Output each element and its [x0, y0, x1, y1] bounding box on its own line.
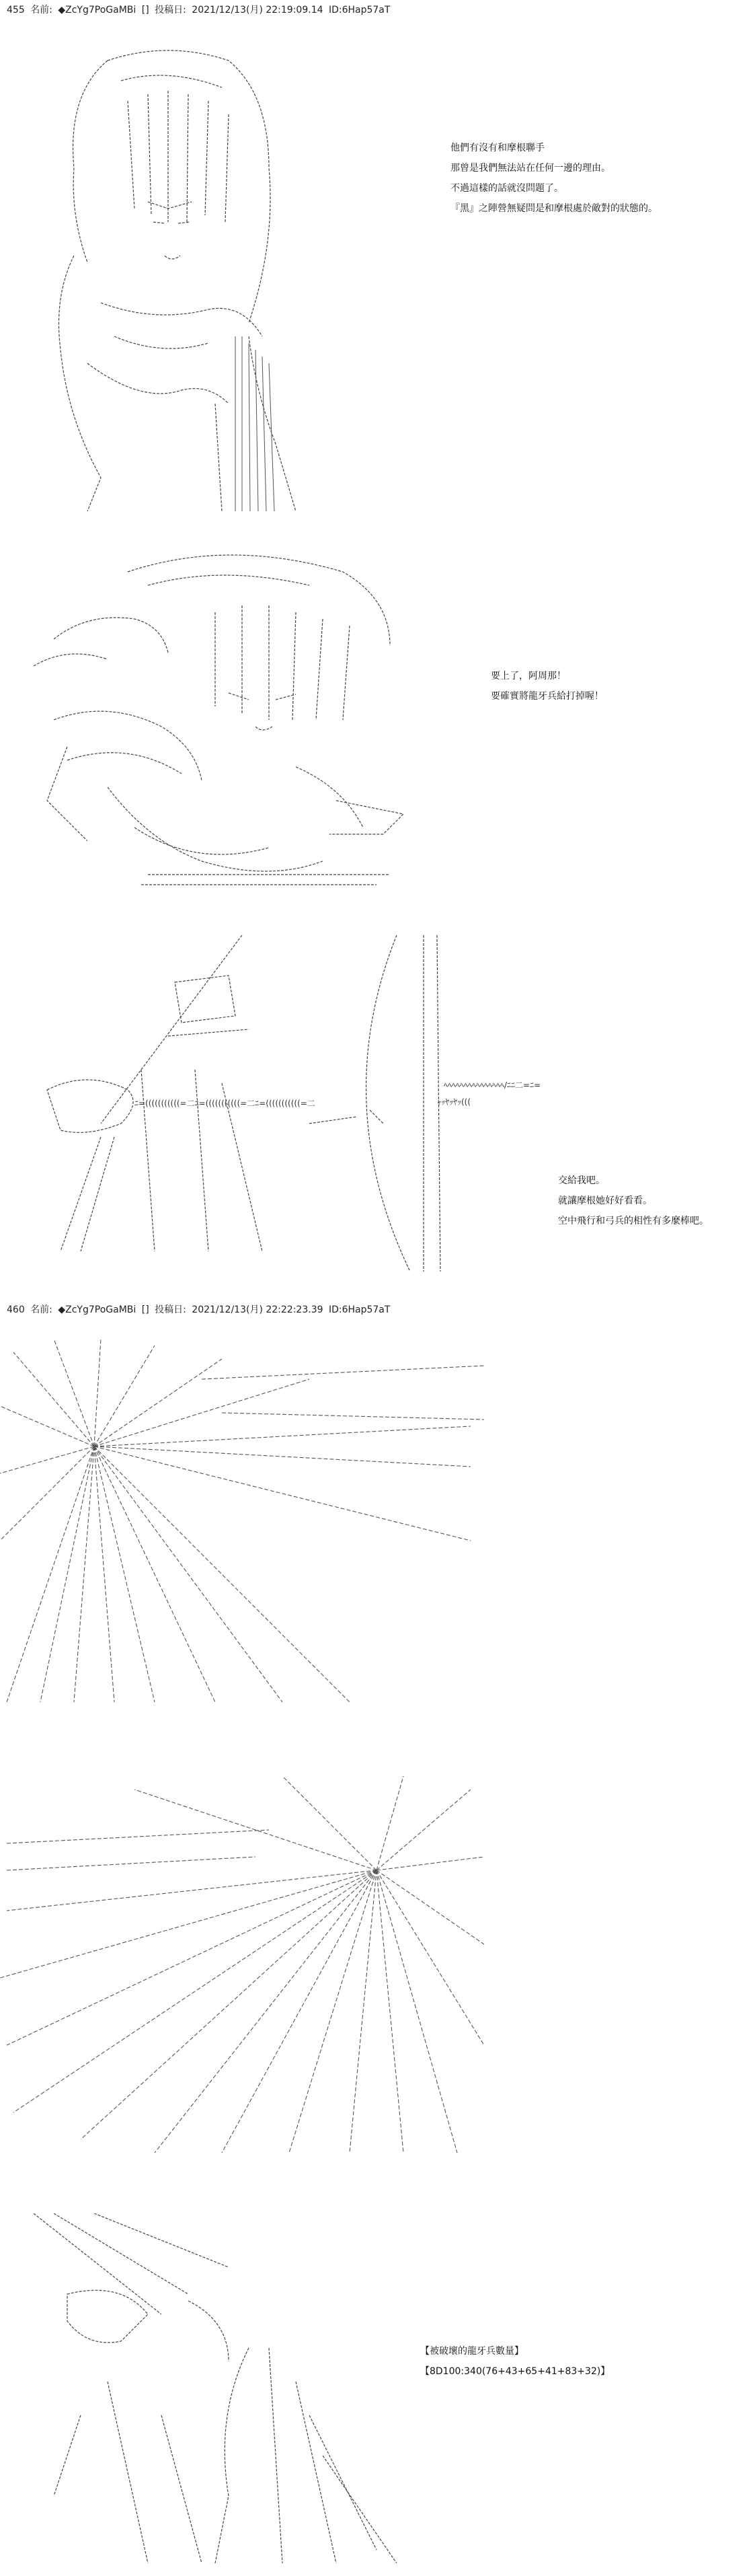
dialogue-line: 空中飛行和弓兵的相性有多麼棒吧。 — [558, 1216, 709, 1226]
post-header — [7, 4, 393, 16]
ascii-art-explosion-burst — [0, 1339, 484, 1716]
dialogue-line: 他們有沒有和摩根聯手 — [450, 143, 545, 153]
mail-field: [] — [141, 5, 149, 15]
arm-left-stroke — [59, 256, 102, 511]
ascii-art-archer-drawing — [7, 935, 605, 1285]
post-header — [7, 1304, 393, 1316]
date-label: 投稿日: — [155, 1304, 186, 1315]
arrow-effect-text: ﾆ=(((((((((((=二ﾆ=(((((((((((=二ﾆ=(((((((((((=二 — [134, 1099, 315, 1108]
ascii-art-burst-drawing — [0, 1776, 484, 2153]
wing-shape-stroke — [215, 2348, 249, 2563]
zap-effect-text: ｬｯﾔｯﾔｯ((( — [437, 1097, 471, 1107]
dialogue-line: 要確實將龍牙兵給打掉喔！ — [491, 691, 604, 702]
post-date: 2021/12/13(月) 22:22:23.39 — [192, 1304, 323, 1315]
ascii-art-girl-portrait — [7, 40, 316, 511]
dialogue-block — [491, 666, 604, 706]
wing-curve-stroke — [366, 935, 410, 1272]
dialogue-line: 不過這樣的話就沒問題了。 — [450, 183, 563, 194]
post-date: 2021/12/13(月) 22:19:09.14 — [192, 5, 323, 15]
name-label: 名前: — [30, 1304, 52, 1315]
hair-right-stroke — [108, 50, 270, 323]
bow-stroke — [101, 935, 242, 1124]
hat-brim-stroke — [128, 555, 390, 646]
ascii-art-burst-drawing — [0, 1339, 484, 1716]
date-label: 投稿日: — [155, 5, 186, 15]
sfx-effect-text: ﾍﾍﾍﾍﾍﾍﾍﾍﾍﾍﾍﾍﾍﾍﾍ/ﾆﾆ二=ﾆ= — [444, 1080, 541, 1090]
dialogue-block — [420, 2341, 610, 2382]
ascii-art-falling-dragons — [27, 2213, 403, 2563]
dialogue-line: 就讓摩根她好好看看。 — [558, 1195, 652, 1206]
hair-left-stroke — [73, 61, 108, 262]
poster-id[interactable]: ID:6Hap57aT — [328, 5, 391, 15]
ascii-art-rider-portrait — [27, 545, 417, 901]
ascii-art-girl-drawing — [7, 40, 316, 511]
burst-rays — [0, 1339, 484, 1702]
burst-rays — [0, 1776, 484, 2153]
ascii-art-archer-scene — [7, 935, 605, 1285]
dice-result-title: 【被破壞的龍牙兵數量】 — [420, 2346, 524, 2357]
ascii-art-rider-drawing — [27, 545, 417, 901]
dialogue-line: 要上了，阿周那！ — [491, 671, 566, 682]
dialogue-line: 那曾是我們無法站在任何一邊的理由。 — [450, 163, 610, 174]
dialogue-line: 『黑』之陣營無疑問是和摩根處於敵對的狀態的。 — [450, 203, 658, 214]
ascii-art-falling-drawing — [27, 2213, 403, 2563]
post-number[interactable]: 460 — [7, 1304, 25, 1315]
mail-field: [] — [141, 1304, 149, 1315]
ascii-art-explosion-burst — [0, 1776, 484, 2153]
dragon-head-stroke — [329, 801, 403, 834]
poster-name: ◆ZcYg7PoGaMBi — [58, 5, 136, 15]
poster-id[interactable]: ID:6Hap57aT — [328, 1304, 391, 1315]
dialogue-line: 交給我吧。 — [558, 1175, 605, 1186]
name-label: 名前: — [30, 5, 52, 15]
post-number[interactable]: 455 — [7, 5, 25, 15]
dialogue-block — [450, 138, 658, 219]
dialogue-block — [558, 1171, 709, 1231]
poster-name: ◆ZcYg7PoGaMBi — [58, 1304, 136, 1315]
dice-result-value: 【8D100:340(76+43+65+41+83+32)】 — [420, 2366, 610, 2377]
